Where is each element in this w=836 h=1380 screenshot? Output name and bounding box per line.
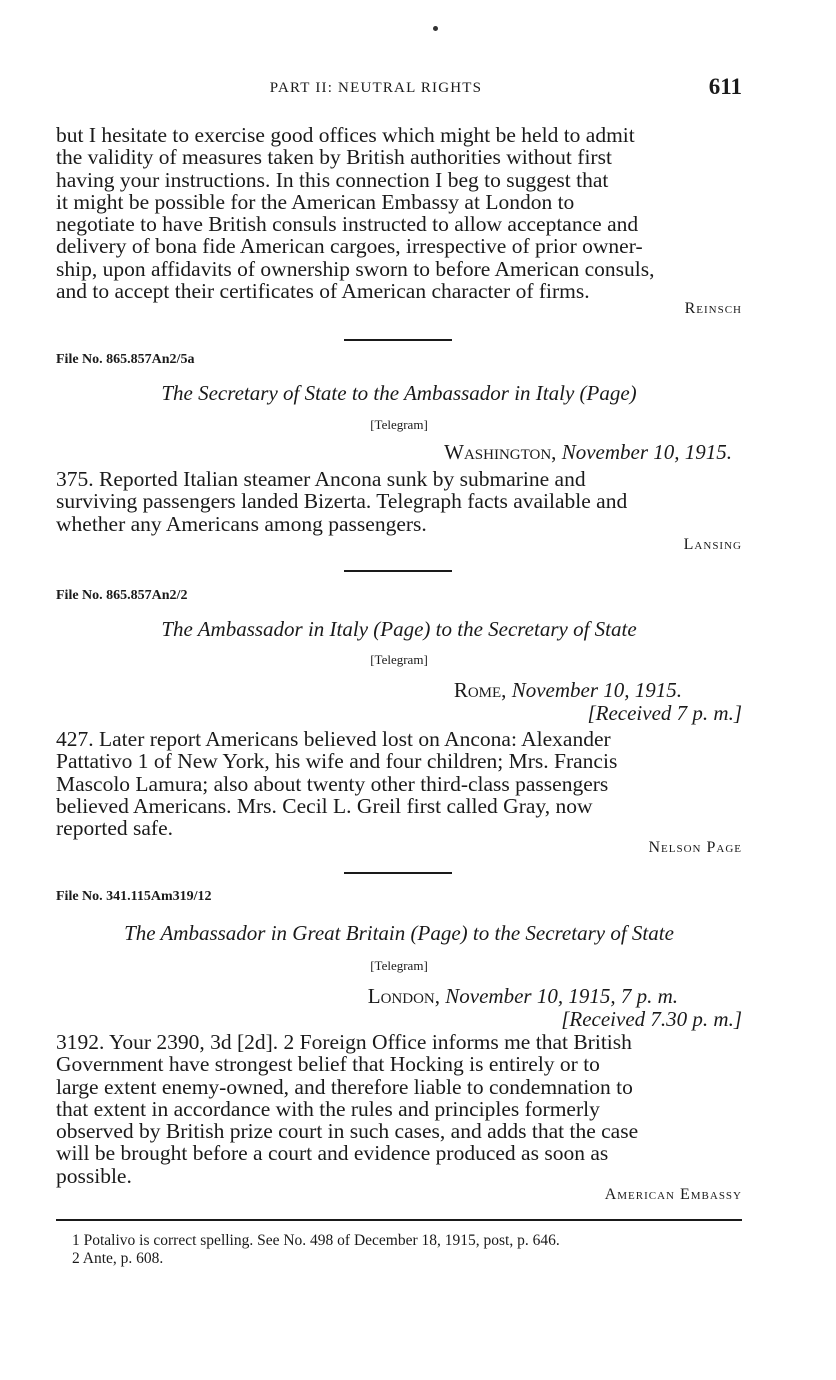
doc1-line: delivery of bona fide American cargoes, irrespective of prior owner-: [56, 234, 643, 259]
doc4-date: November 10, 1915, 7 p. m.: [445, 984, 678, 1008]
doc2-heading: The Secretary of State to the Ambassador in Italy (Page): [161, 381, 637, 405]
doc2-file-number: File No. 865.857An2/5a: [56, 352, 195, 367]
doc4-signature: American Embassy: [604, 1186, 742, 1203]
printer-dot: [433, 26, 438, 31]
doc3-body: [56, 728, 742, 839]
doc1-signature: Reinsch: [684, 300, 742, 317]
doc2-date: November 10, 1915.: [561, 440, 732, 464]
doc1-line: it might be possible for the American Embassy at London to: [56, 189, 575, 214]
doc4-body: [56, 1031, 742, 1187]
doc4-line: that extent in accordance with the rules and principles formerly: [56, 1096, 600, 1121]
doc4-received: [Received 7.30 p. m.]: [561, 1007, 742, 1031]
doc2-line: surviving passengers landed Bizerta. Telegraph facts available and: [56, 489, 628, 514]
doc3-signature: Nelson Page: [648, 839, 742, 856]
doc3-file-number: File No. 865.857An2/2: [56, 588, 188, 603]
doc1-line: and to accept their certificates of American character of firms.: [56, 279, 590, 304]
section-divider: [344, 872, 452, 874]
doc2-body: [56, 468, 742, 535]
doc4-line: will be brought before a court and evidence produced as soon as: [56, 1141, 609, 1166]
doc3-date: November 10, 1915.: [511, 678, 682, 702]
footnote-2: 2 Ante, p. 608.: [72, 1250, 164, 1267]
doc3-place: Rome,: [453, 678, 507, 702]
page-number: 611: [708, 74, 742, 99]
doc3-line: Pattativo 1 of New York, his wife and four children; Mrs. Francis: [56, 749, 618, 774]
doc1-line: but I hesitate to exercise good offices which might be held to admit: [56, 123, 635, 147]
doc1-line: the validity of measures taken by British authorities without first: [56, 145, 612, 170]
doc1-body: [56, 124, 742, 302]
doc1-line: ship, upon affidavits of ownership sworn to before American consuls,: [56, 256, 655, 281]
doc3-line: 427. Later report Americans believed lost on Ancona: Alexander: [56, 727, 611, 751]
doc3-line: believed Americans. Mrs. Cecil L. Greil first called Gray, now: [56, 793, 593, 818]
running-head: [56, 74, 742, 104]
doc4-line: possible.: [56, 1163, 132, 1188]
running-title: PART II: NEUTRAL RIGHTS: [269, 80, 483, 96]
doc3-line: reported safe.: [56, 816, 173, 841]
doc4-place: London,: [367, 984, 441, 1008]
doc3-dateline: [56, 678, 742, 703]
doc4-dateline: [56, 984, 742, 1009]
doc2-place: Washington,: [444, 440, 557, 464]
doc3-heading: The Ambassador in Italy (Page) to the Secretary of State: [161, 617, 637, 641]
section-divider: [344, 339, 452, 341]
section-divider: [344, 570, 452, 572]
footnotes: [72, 1232, 742, 1268]
doc3-telegram-label: [Telegram]: [370, 652, 428, 667]
doc3-received: [Received 7 p. m.]: [587, 701, 742, 725]
doc4-telegram-label: [Telegram]: [370, 958, 428, 973]
doc2-telegram-label: [Telegram]: [370, 417, 428, 432]
doc2-signature: Lansing: [683, 536, 742, 553]
footnote-1: 1 Potalivo is correct spelling. See No. 498 of December 18, 1915, post, p. 646.: [72, 1232, 560, 1249]
doc4-heading: The Ambassador in Great Britain (Page) to the Secretary of State: [124, 921, 674, 945]
doc4-line: observed by British prize court in such cases, and adds that the case: [56, 1119, 639, 1144]
footnote-rule: [56, 1219, 742, 1221]
doc4-line: 3192. Your 2390, 3d [2d]. 2 Foreign Office informs me that British: [56, 1030, 632, 1054]
doc4-line: Government have strongest belief that Hocking is entirely or to: [56, 1052, 600, 1077]
doc1-line: negotiate to have British consuls instructed to allow acceptance and: [56, 212, 639, 237]
doc2-line: 375. Reported Italian steamer Ancona sunk by submarine and: [56, 467, 586, 491]
doc2-dateline: [56, 440, 742, 465]
doc4-file-number: File No. 341.115Am319/12: [56, 889, 212, 904]
doc1-line: having your instructions. In this connection I beg to suggest that: [56, 167, 609, 192]
document-page: [56, 0, 742, 1380]
doc3-line: Mascolo Lamura; also about twenty other third-class passengers: [56, 771, 609, 796]
doc2-line: whether any Americans among passengers.: [56, 511, 427, 536]
doc4-line: large extent enemy-owned, and therefore liable to condemnation to: [56, 1074, 633, 1099]
